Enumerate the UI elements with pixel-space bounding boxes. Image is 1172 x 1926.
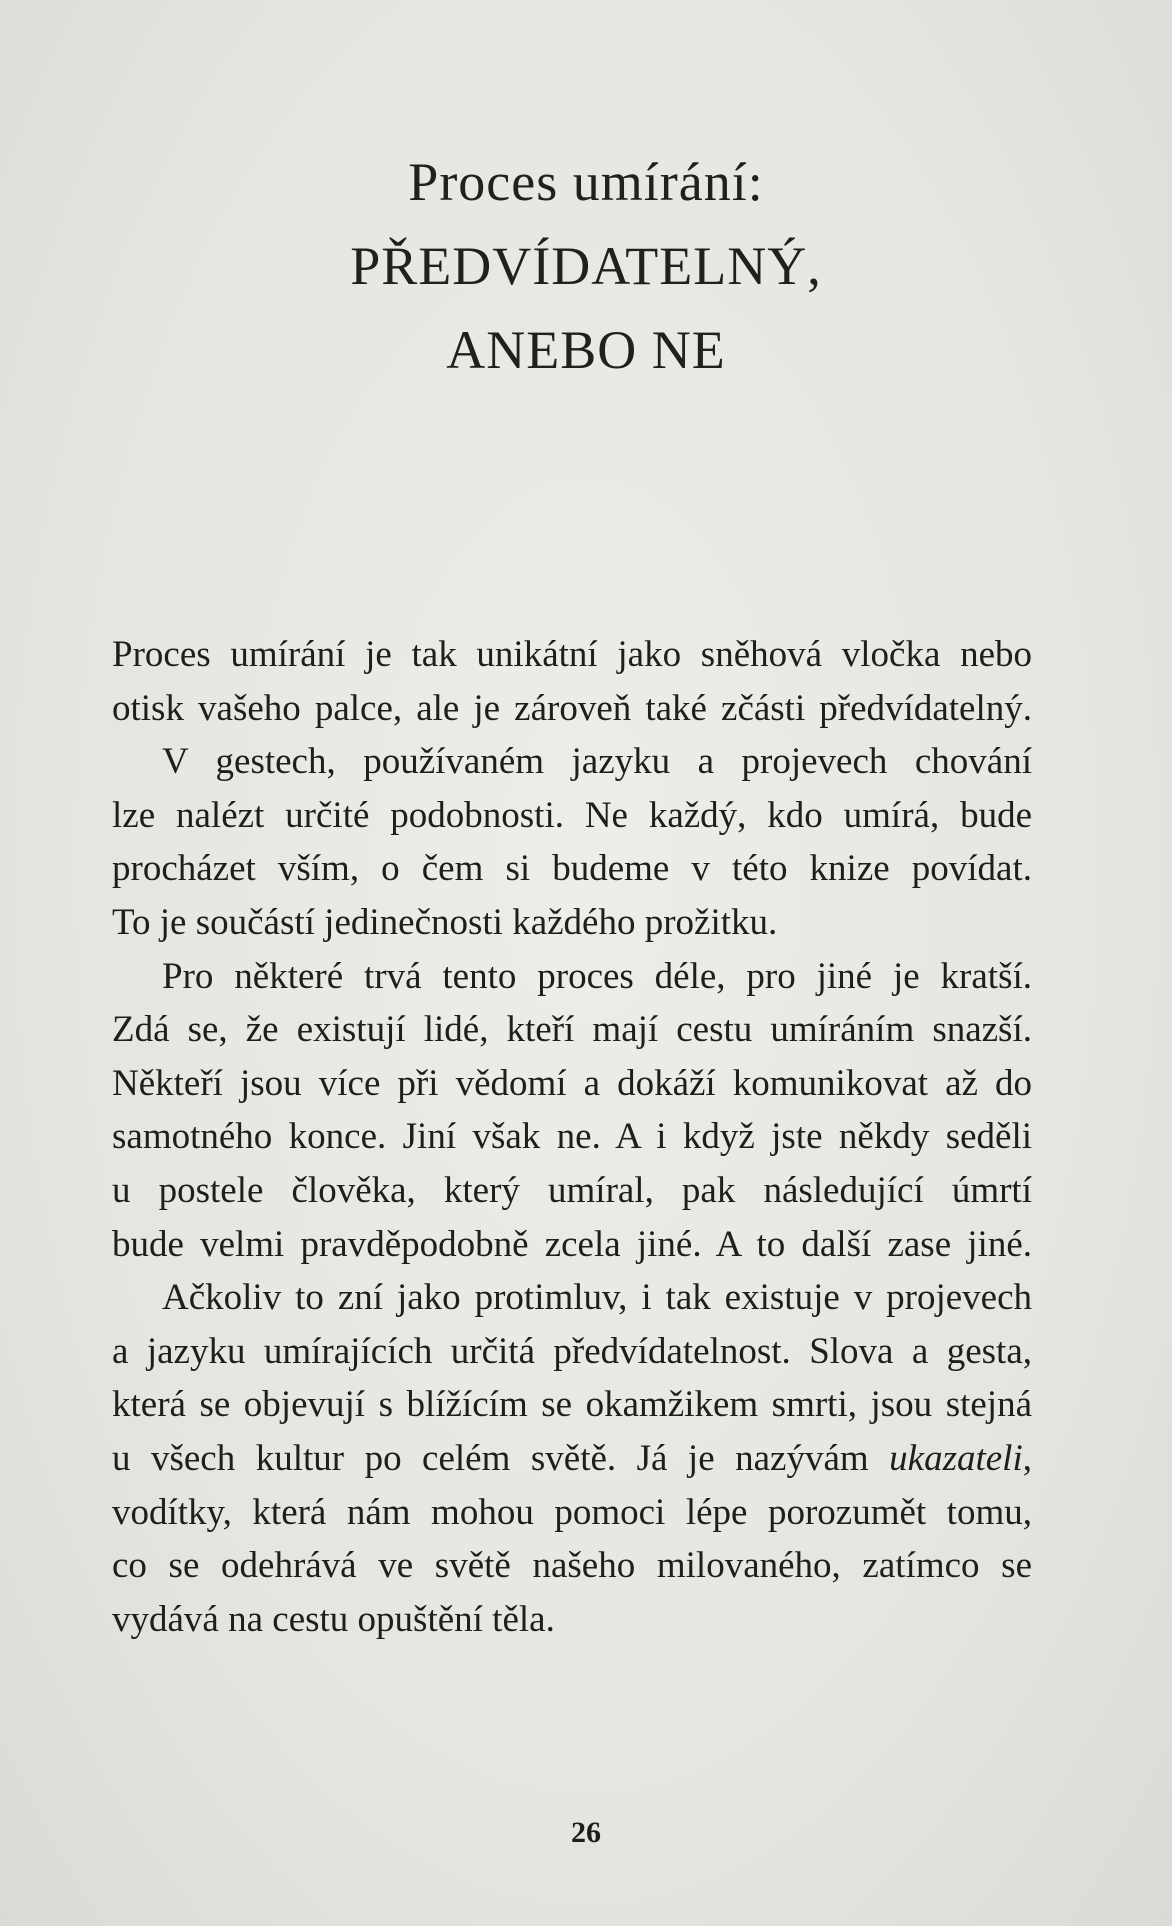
chapter-title-line-1: Proces umírání: bbox=[408, 152, 764, 212]
text-line: vodítky, která nám mohou pomoci lépe porozumět tomu, bbox=[112, 1491, 1032, 1533]
text-line: u postele člověka, který umíral, pak následující úmrtí bbox=[112, 1169, 1032, 1211]
text-line: bude velmi pravděpodobně zcela jiné. A to další zase jiné. bbox=[112, 1223, 1032, 1265]
text-line: která se objevují s blížícím se okamžikem smrti, jsou stejná bbox=[112, 1384, 1032, 1426]
text-line: otisk vašeho palce, ale je zároveň také zčásti předvídatelný. bbox=[112, 687, 1032, 729]
text-line: lze nalézt určité podobnosti. Ne každý, kdo umírá, bude bbox=[112, 794, 1032, 836]
italic-term: ukazateli bbox=[889, 1437, 1023, 1479]
text-line: Zdá se, že existují lidé, kteří mají cestu umíráním snazší. bbox=[112, 1009, 1032, 1051]
text-line: co se odehrává ve světě našeho milovaného, zatímco se bbox=[112, 1545, 1032, 1587]
page-number: 26 bbox=[571, 1816, 601, 1849]
text-line-with-italic bbox=[112, 1432, 1032, 1486]
text-segment: u všech kultur po celém světě. Já je nazývám bbox=[112, 1437, 890, 1479]
text-line: Proces umírání je tak unikátní jako sněhová vločka nebo bbox=[112, 634, 1032, 675]
text-line: samotného konce. Jiní však ne. A i když jste někdy seděli bbox=[112, 1116, 1032, 1158]
text-line: Ačkoliv to zní jako protimluv, i tak existuje v projevech bbox=[162, 1277, 1032, 1319]
text-line: V gestech, používaném jazyku a projevech chování bbox=[162, 741, 1032, 783]
chapter-title-line-3: ANEBO NE bbox=[446, 320, 726, 380]
text-line: Pro některé trvá tento proces déle, pro jiné je kratší. bbox=[162, 955, 1032, 997]
text-line: To je součástí jedinečnosti každého prožitku. bbox=[112, 901, 778, 943]
text-line: vydává na cestu opuštění těla. bbox=[112, 1598, 555, 1640]
text-line: procházet vším, o čem si budeme v této knize povídat. bbox=[112, 848, 1032, 890]
body-text bbox=[112, 628, 1032, 1646]
text-line: Někteří jsou více při vědomí a dokáží komunikovat až do bbox=[112, 1062, 1032, 1104]
text-segment: , bbox=[1022, 1437, 1032, 1479]
chapter-title-line-2: PŘEDVÍDATELNÝ, bbox=[350, 236, 822, 296]
text-line: a jazyku umírajících určitá předvídatelnost. Slova a gesta, bbox=[112, 1330, 1032, 1372]
chapter-title bbox=[186, 140, 986, 392]
